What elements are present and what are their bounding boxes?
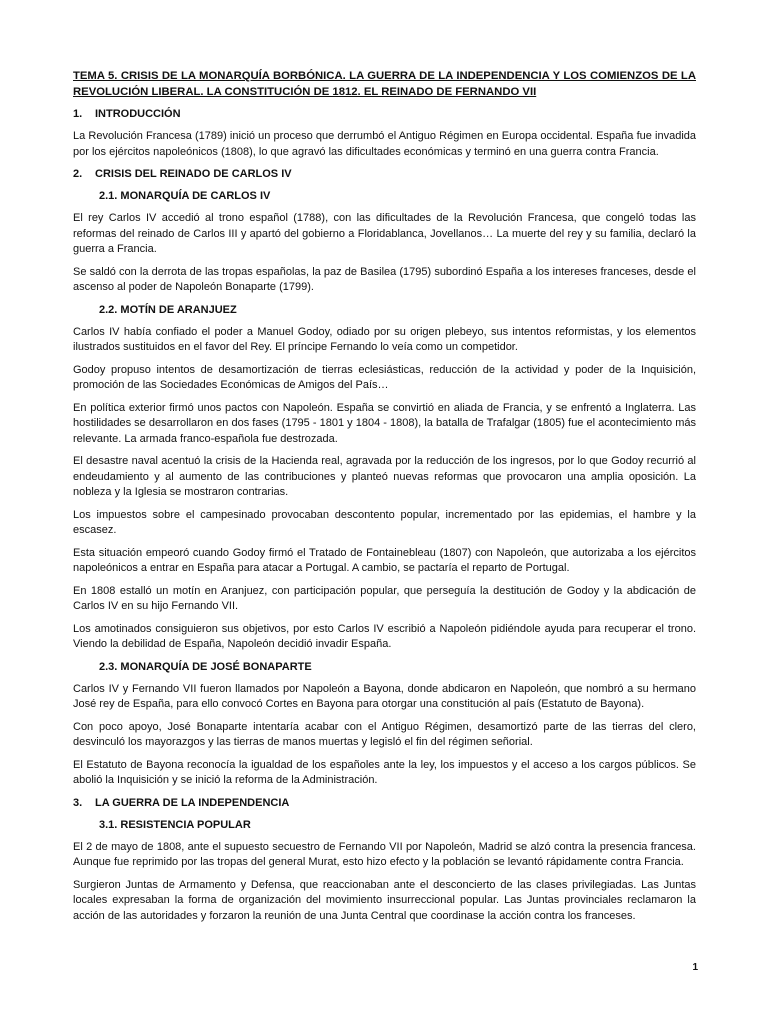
paragraph: Los amotinados consiguieron sus objetivos, por esto Carlos IV escribió a Napoleón pidiéndole ayuda para recuperar el trono. Viendo la debilidad de España, Napoleón decidió invadir España. [73,622,696,650]
subsection-heading-motin-aranjuez: 2.2. MOTÍN DE ARANJUEZ [99,303,237,316]
paragraph: Surgieron Juntas de Armamento y Defensa, que reaccionaban ante el desconcierto de las clases privilegiadas. Las Juntas locales expresaban la forma de organización del movimiento insurreccional popular. Las Juntas provinciales reclamaron la acción de las autoridades y forzaron la reunión de una Junta Central que coordinase la acción contra los franceses. [73,878,696,922]
subsection-heading-resistencia-popular: 3.1. RESISTENCIA POPULAR [99,818,251,831]
section-number: 1. [73,108,83,120]
paragraph: El 2 de mayo de 1808, ante el supuesto secuestro de Fernando VII por Napoleón, Madrid se alzó contra la presencia francesa. Aunque fue reprimido por las tropas del general Murat, esto hizo efecto y la población se levantó rápidamente contra Francia. [73,840,696,868]
paragraph: Esta situación empeoró cuando Godoy firmó el Tratado de Fontainebleau (1807) con Napoleón, que autorizaba a los ejércitos napoleónicos a entrar en España para atacar a Portugal. A cambio, se pactaría el reparto de Portugal. [73,546,696,574]
paragraph: Se saldó con la derrota de las tropas españolas, la paz de Basilea (1795) subordinó España a los intereses franceses, desde el ascenso al poder de Napoleón Bonaparte (1799). [73,265,696,293]
section-heading-guerra-independencia [73,796,696,811]
section-title: CRISIS DEL REINADO DE CARLOS IV [95,168,292,180]
paragraph: El rey Carlos IV accedió al trono español (1788), con las dificultades de la Revolución Francesa, que congeló todas las reformas del reinado de Carlos III y apartó del gobierno a Floridablanca, Jovellanos… La muerte del rey y su familia, declaró la guerra a Francia. [73,212,696,255]
paragraph: En política exterior firmó unos pactos con Napoleón. España se convirtió en aliada de Francia, y se enfrentó a Inglaterra. Las hostilidades se desarrollaron en dos fases (1795 - 1801 y 1804 - 1808), la batalla de Trafalgar (1805) fue el acontecimiento más relevante. La armada franco-española fue destrozada. [73,401,696,445]
paragraph: Con poco apoyo, José Bonaparte intentaría acabar con el Antiguo Régimen, desamortizó parte de las tierras del clero, desvinculó los mayorazgos y las tierras de manos muertas y legisló el fin del régimen señorial. [73,720,696,748]
section-number: 2. [73,168,83,180]
paragraph: En 1808 estalló un motín en Aranjuez, con participación popular, que perseguía la destitución de Godoy y la abdicación de Carlos IV en su hijo Fernando VII. [73,584,696,612]
section-number: 3. [73,796,83,809]
section-title: INTRODUCCIÓN [95,108,181,120]
paragraph: El Estatuto de Bayona reconocía la igualdad de los españoles ante la ley, los impuestos y el acceso a los cargos públicos. Se abolió la Inquisición y se inició la reforma de la Administración. [73,758,696,786]
section-heading-introduccion [73,107,696,122]
paragraph: Los impuestos sobre el campesinado provocaban descontento popular, incrementado por las epidemias, el hambre y la escasez. [73,508,696,536]
paragraph: La Revolución Francesa (1789) inició un proceso que derrumbó el Antiguo Régimen en Europa occidental. España fue invadida por los ejércitos napoleónicos (1808), lo que agravó las dificultades económicas y terminó en una guerra contra Francia. [73,130,696,158]
page-number: 1 [692,962,698,973]
document-title: TEMA 5. CRISIS DE LA MONARQUÍA BORBÓNICA. LA GUERRA DE LA INDEPENDENCIA Y LOS COMIENZOS DE LA REVOLUCIÓN LIBERAL. LA CONSTITUCIÓN DE 1812. EL REINADO DE FERNANDO VII [73,70,696,98]
subsection-heading-monarquia-carlos-iv: 2.1. MONARQUÍA DE CARLOS IV [99,190,271,202]
paragraph: Carlos IV había confiado el poder a Manuel Godoy, odiado por su origen plebeyo, sus intentos reformistas, y los elementos ilustrados sustituidos en el favor del Rey. El príncipe Fernando lo veía como un competidor. [73,325,696,353]
paragraph: Carlos IV y Fernando VII fueron llamados por Napoleón a Bayona, donde abdicaron en Napoleón, que nombró a su hermano José rey de España, para ello convocó Cortes en Bayona para otorgar una constitución al país (Estatuto de Bayona). [73,682,696,710]
paragraph: El desastre naval acentuó la crisis de la Hacienda real, agravada por la reducción de los ingresos, por lo que Godoy recurrió al endeudamiento y al aumento de las contribuciones y planteó nuevas reformas que provocaron una amplia oposición. La nobleza y la Iglesia se mostraron contrarias. [73,455,696,498]
paragraph: Godoy propuso intentos de desamortización de tierras eclesiásticas, reducción de la actividad y poder de la Inquisición, promoción de las Sociedades Económicas de Amigos del País… [73,363,696,391]
section-title: LA GUERRA DE LA INDEPENDENCIA [95,796,290,809]
subsection-heading-monarquia-jose-bonaparte: 2.3. MONARQUÍA DE JOSÉ BONAPARTE [99,660,312,673]
section-heading-crisis-carlos-iv [73,167,696,182]
